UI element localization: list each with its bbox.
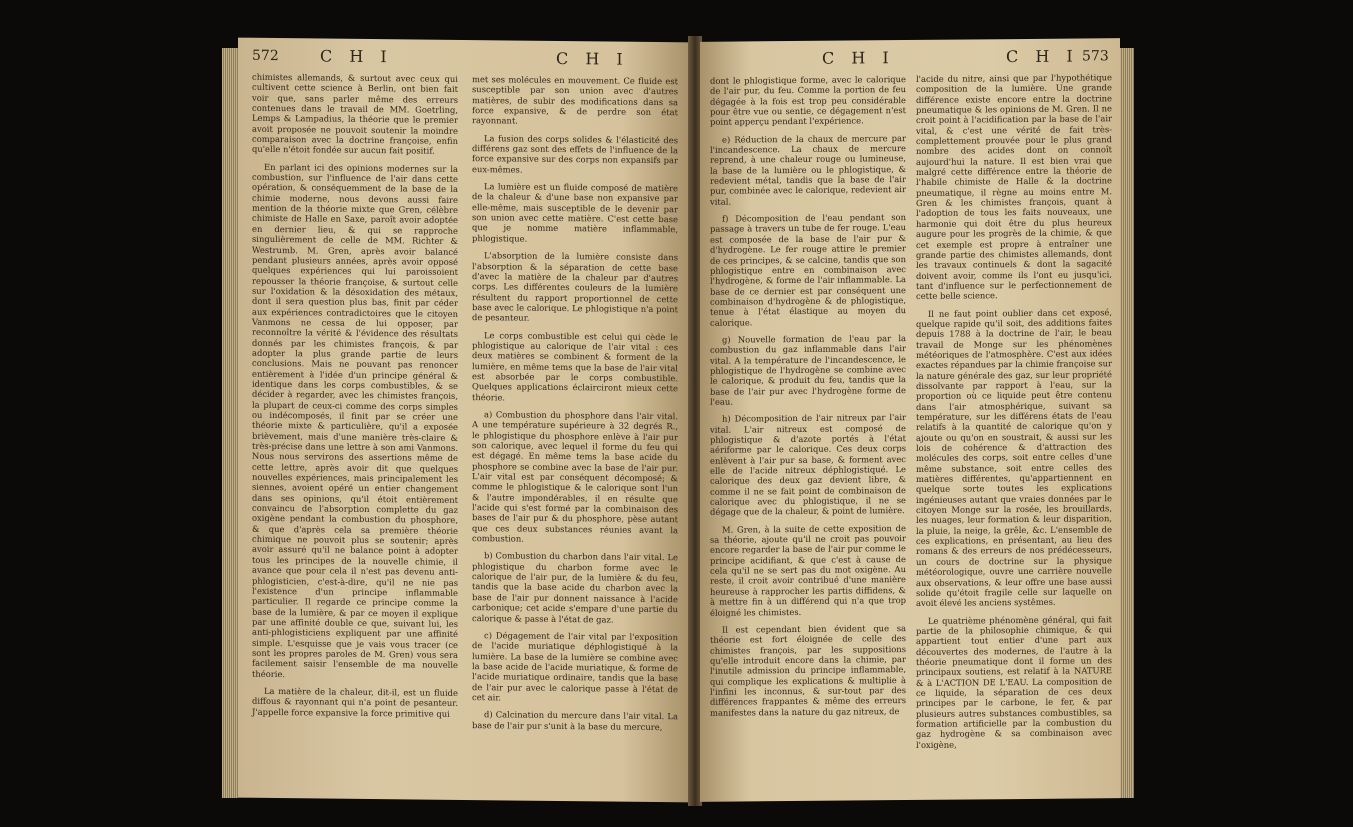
paragraph: b) Combustion du charbon dans l'air vital. Le phlogistique du charbon forme avec le calorique de l'air pur, de la lumière & du feu, tandis que la base acide du charbon avec la base de l'air pur donnent naissance à l'acide carbonique; cet acide s'empare d'une partie du calorique & passe à l'état de gaz.	[472, 550, 678, 625]
paragraph: dont le phlogistique forme, avec le calorique de l'air pur, du feu. Comme la portion de feu dégagée à la fois est trop peu considérable pour être vue ou sentie, ce dégagement n'est point apperçu pendant l'expérience.	[710, 74, 906, 128]
text-column-1	[252, 72, 458, 726]
paragraph: Il ne faut point oublier dans cet exposé, quelque rapide qu'il soit, des additions faites depuis 1788 à la doctrine de l'air, le beau travail de Monge sur les phénomènes météoriques de l'atmosphère. C'est aux idées exactes répandues par la chimie françoise sur la nature générale des gaz, sur leur propriété dissolvante par rapport à l'eau, sur la proportion où ce liquide peut être contenu dans l'air atmosphérique, suivant sa température, sur les différens états de l'eau relatifs à la quantité de calorique qu'on y ajoute ou qu'on en soustrait, & aussi sur les lois de cohérence & d'attraction des molécules des corps, soit entre celles d'une même substance, soit entre celles des matières différentes, qu'appartiennent en quelque sorte toutes les explications ingénieuses autant que vraies données par le citoyen Monge sur la rosée, les brouillards, les nuages, leur formation & leur disparition, la pluie, la neige, la grêle, &c. L'ensemble de ces explications, en présentant, au lieu des romans & des erreurs de nos prédécesseurs, un cours de doctrine sur la physique météorologique, ouvre une carrière nouvelle aux observations, & leur offre une base aussi solide qu'étoit fragile celle sur laquelle on avoit élevé les anciens systêmes.	[916, 306, 1112, 609]
running-title: C H I	[556, 48, 629, 69]
paragraph: Le corps combustible est celui qui cède le phlogistique au calorique de l'air vital : ces deux matières se combinent & forment de la lumière, en même tems que la base de l'air vital est absorbée par le corps combustible. Quelques applications éclairciront mieux cette théorie.	[472, 329, 678, 403]
running-title: C H I	[822, 48, 895, 68]
paragraph: En parlant ici des opinions modernes sur la combustion, sur l'influence de l'air dans cette opération, & conséquemment de la base de la chimie moderne, nous devons aussi faire mention de la théorie mixte que Gren, célèbre chimiste de Halle en Saxe, paroît avoir adoptée en dernier lieu, & qui se rapproche singulièrement de celle de MM. Richter & Westrumb. M. Gren, après avoir balancé pendant plusieurs années, après avoir opposé quelques expériences qui lui paroissoient repousser la théorie françoise, & surtout celle sur l'oxidation & la désoxidation des métaux, dont il sera question plus bas, finit par céder aux expériences contradictoires que le citoyen Vanmons ne cessa de lui opposer, par reconnoître la vérité & l'évidence des résultats donnés par les chimistes françois, & par adopter la plus grande partie de leurs conclusions. Mais ne pouvant pas renoncer entièrement à l'idée d'un principe général & identique dans les corps combustibles, & se décider à regarder, avec les chimistes françois, la plupart de ceux-ci comme des corps simples ou indécomposés, il finit par se créer une théorie mixte & particulière, qu'il a exposée brièvement, mais d'une manière très-claire & très-précise dans une lettre à son ami Vanmons. Nous nous servirons des assertions même de cette lettre, après avoir dit que quelques nouvelles expériences, mais principalement les siennes, avoient opéré un entier changement dans ses opinions, qu'il étoit entièrement convaincu de l'absorption complette du gaz oxigène pendant la combustion du phosphore, & que d'après cela sa première théorie chimique ne pouvoit plus se soutenir; après avoir assuré qu'il ne balance point à adopter tous les principes de la nouvelle chimie, il avance que pour cela il n'est pas devenu anti-phlogisticien, c'est-à-dire, qu'il ne nie pas l'existence d'un principe inflammable particulier. Il regarde ce principe comme la base de la lumière, & par ce moyen il explique par une affinité double ce que, suivant lui, les anti-phlogisticiens expliquent par une affinité simple. L'esquisse que je vais vous tracer (ce sont les propres paroles de M. Gren) vous sera facilement saisir l'ensemble de ma nouvelle théorie.	[252, 161, 458, 679]
paragraph: l'acide du nitre, ainsi que par l'hypothétique composition de la lumière. Une grande différence existe encore entre la doctrine pneumatique & les opinions de M. Gren. Il ne croit point à l'acidification par la base de l'air vital, & c'est une vérité de fait très-complettement prouvée pour le plus grand nombre des acides dont on connoît aujourd'hui la nature. Il est bien vrai que malgré cette différence entre la théorie de l'habile chimiste de Halle & la doctrine pneumatique, il règne au moins entre M. Gren & les chimistes françois, quant à l'adoption de tous les faits nouveaux, une harmonie qui doit être du plus heureux augure pour les progrès de la chimie, & que cet exemple est propre à entraîner une grande partie des chimistes allemands, dont les travaux continuels & dont la sagacité doivent avoir, comme ils l'ont eu jusqu'ici, tant d'influence sur le perfectionnement de cette belle science.	[916, 72, 1112, 302]
paragraph: g) Nouvelle formation de l'eau par la combustion du gaz inflammable dans l'air vital. A la température de l'incandescence, le phlogistique de l'hydrogène se combine avec le calorique, & produit du feu, tandis que la base de l'air pur avec l'hydrogène forme de l'eau.	[710, 332, 906, 407]
paragraph: a) Combustion du phosphore dans l'air vital. A une température supérieure à 32 degrés R., le phlogistique du phosphore enlève à l'air pur son calorique, avec lequel il forme du feu qui est dégagé. En même tems la base acide du phosphore se combine avec la base de l'air pur. L'air vital est par conséquent décomposé; & comme le phlogistique & le calorique sont l'un & l'autre impondérables, il en résulte que l'acide qui s'est formé par la combinaison des bases de l'air pur & du phosphore, pèse autant que ces deux substances réunies avant la combustion.	[472, 409, 678, 544]
paragraph: d) Calcination du mercure dans l'air vital. La base de l'air pur s'unit à la base du mercure,	[472, 709, 678, 732]
paragraph: h) Décomposition de l'air nitreux par l'air vital. L'air nitreux est composé de phlogistique & d'azote portés à l'état aériforme par le calorique. Ces deux corps enlèvent à l'air pur sa base, & forment avec elle de l'acide nitreux déphlogistiqué. Le calorique des deux gaz devient libre, & comme il ne se fait point de combinaison de calorique avec du phlogistique, il ne se dégage que de la chaleur, & point de lumière.	[710, 412, 906, 518]
text-column-1	[710, 74, 906, 725]
left-page	[238, 38, 690, 803]
page-number: 572	[252, 47, 279, 65]
paragraph: chimistes allemands, & surtout avec ceux qui cultivent cette science à Berlin, ont bien fait voir que, sans parler même des erreurs contenues dans le travail de MM. Goetrling, Lemps & Lampadius, la théorie que le premier avoit proposée ne pouvoit soutenir la moindre comparaison avec la doctrine françoise, enfin qu'elle n'étoit fondée sur aucun fait positif.	[252, 71, 458, 157]
running-title: C H I	[1006, 46, 1079, 67]
paragraph: Il est cependant bien évident que sa théorie est fort éloignée de celle des chimistes françois, par les suppositions qu'elle introduit encore dans la chimie, par l'inutile admission du principe inflammable, qui complique les explications & multiplie à l'infini les inconnus, & sur-tout par des différences frappantes & même des erreurs manifestes dans la nature du gaz nitreux, de	[710, 622, 906, 718]
paragraph: Le quatrième phénomène général, qui fait partie de la philosophie chimique, & qui appartient tout entier d'une part aux découvertes des modernes, de l'autre à la théorie pneumatique dont il forme un des principaux soutiens, est relatif à la NATURE & à L'ACTION DE L'EAU. La composition de ce liquide, la séparation de ces deux principes par le carbone, le fer, & par plusieurs autres substances combustibles, sa formation artificielle par la combustion du gaz hydrogène & sa combinaison avec l'oxigène,	[916, 613, 1112, 750]
paragraph: M. Gren, à la suite de cette exposition de sa théorie, ajoute qu'il ne croit pas pouvoir encore regarder la base de l'air pur comme le principe acidifiant, & que c'est à cause de cela qu'il ne se sert pas du mot oxigène. Au reste, il croit avoir contribué d'une manière heureuse à rapprocher les partis diffidens, & à mettre fin à un différend qui n'a que trop éloigné les chimistes.	[710, 522, 906, 618]
paragraph: L'absorption de la lumière consiste dans l'absorption & la séparation de cette base d'avec la matière de la chaleur par d'autres corps. Les différentes couleurs de la lumière résultent du rapport proportionnel de cette base avec le calorique. Le phlogistique n'a point de pesanteur.	[472, 250, 678, 323]
text-column-2	[472, 74, 678, 739]
paragraph: La fusion des corps solides & l'élasticité des différens gaz sont des effets de l'influence de la force expansive sur des corps non expansifs par eux-mêmes.	[472, 132, 678, 175]
paragraph: f) Décomposition de l'eau pendant son passage à travers un tube de fer rouge. L'eau est composée de la base de l'air pur & d'hydrogène. Le fer rouge attire le premier de ces principes, & se calcine, tandis que son phlogistique entre en combinaison avec l'hydrogène, & forme de l'air inflammable. La base de ce dernier est par conséquent une combinaison d'hydrogène & de phlogistique, tenue à l'état élastique au moyen du calorique.	[710, 212, 906, 328]
right-page-edges	[1120, 48, 1134, 798]
running-title: C H I	[320, 46, 393, 67]
text-column-2	[916, 72, 1112, 757]
paragraph: met ses molécules en mouvement. Ce fluide est susceptible par son union avec d'autres matières, de subir des modifications dans sa force expansive, & de perdre son état rayonnant.	[472, 74, 678, 126]
paragraph: La matière de la chaleur, dit-il, est un fluide diffous & rayonnant qui n'a point de pesanteur. J'appelle force expansive la force primitive qui	[252, 685, 458, 719]
left-page-edges	[222, 48, 238, 798]
right-page	[700, 38, 1120, 802]
paragraph: La lumière est un fluide composé de matière de la chaleur & d'une base non expansive par elle-même, mais susceptible de le devenir par son union avec cette matière. C'est cette base que je nomme matière inflammable, phlogistique.	[472, 181, 678, 244]
page-number: 573	[1082, 48, 1109, 65]
right-page-header	[700, 38, 1120, 76]
paragraph: c) Dégagement de l'air vital par l'exposition de l'acide muriatique déphlogistiqué à la lumière. La base de la lumière se combine avec la base acide de l'acide muriatique, & forme de l'acide muriatique ordinaire, tandis que la base de l'air pur avec le calorique passe à l'état de cet air.	[472, 630, 678, 703]
left-page-header	[238, 38, 690, 77]
paragraph: e) Réduction de la chaux de mercure par l'incandescence. La chaux de mercure reprend, à une chaleur rouge ou lumineuse, la base de la lumière ou le phlogistique, & redevient métal, tandis que la base de l'air pur, combinée avec le calorique, redevient air vital.	[710, 132, 906, 207]
